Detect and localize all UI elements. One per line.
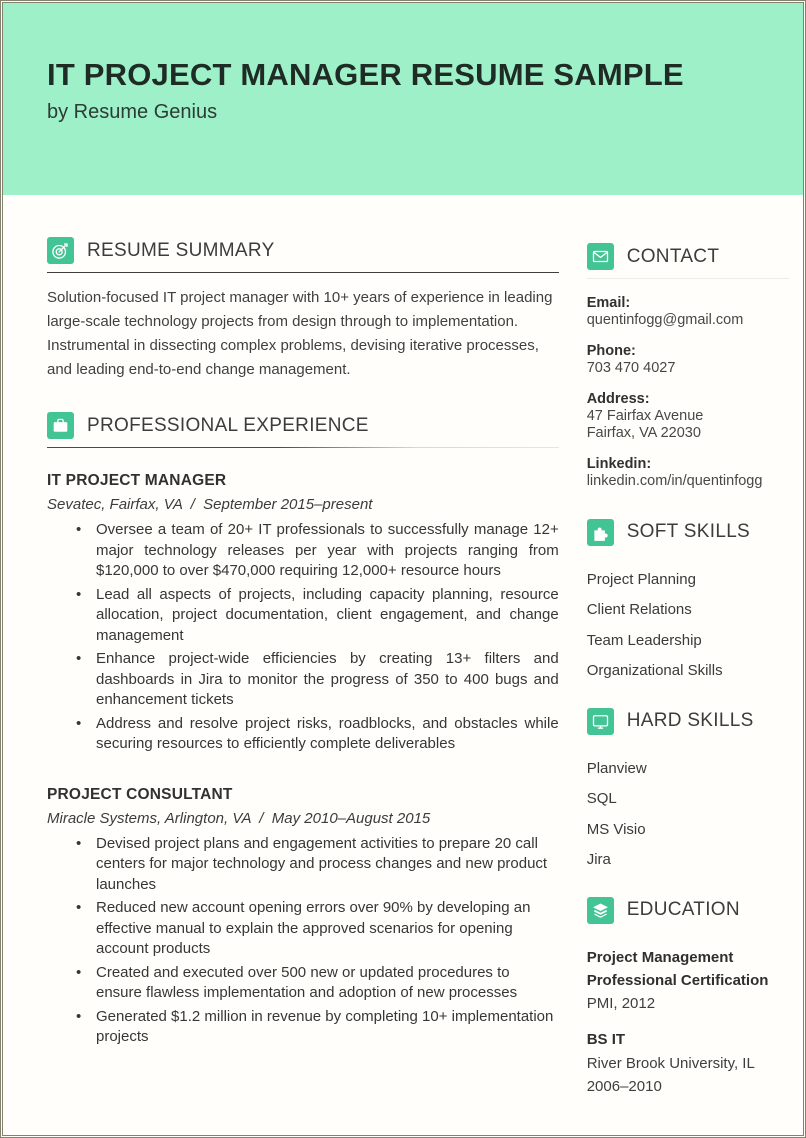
hard-skill-list	[587, 761, 789, 869]
job-bullet-list	[47, 834, 559, 1048]
education-detail: River Brook University, IL	[586, 1054, 755, 1072]
section-hard-skills	[587, 708, 789, 869]
contact-heading-row	[587, 243, 789, 270]
skill-item: Planview	[586, 759, 647, 777]
skill-item: SQL	[586, 790, 617, 808]
contact-address	[587, 391, 789, 443]
bullet-item: • Enhance project-wide efficiencies by creating 13+ filters and dashboards in Jira to monitor the progress of 350 to 400 bugs and enhancement tickets	[76, 649, 559, 711]
skill-item: Organizational Skills	[586, 662, 723, 680]
field-label: Address:	[586, 390, 650, 407]
graduation-cap-icon	[587, 897, 614, 924]
contact-linkedin	[587, 456, 789, 491]
field-value: 703 470 4027	[586, 360, 676, 377]
hard-skills-heading-row	[587, 708, 789, 735]
job-title: PROJECT CONSULTANT	[47, 785, 233, 803]
field-label: Phone:	[586, 342, 636, 359]
contact-fields	[587, 295, 789, 491]
skill-item: Team Leadership	[586, 631, 702, 649]
job-title: IT PROJECT MANAGER	[47, 472, 227, 489]
byline: by Resume Genius	[47, 100, 218, 123]
education-title: Project Management Professional Certification	[586, 948, 769, 989]
soft-skills-heading-row	[587, 519, 789, 546]
field-value: Fairfax, VA 22030	[586, 425, 701, 442]
section-heading: EDUCATION	[626, 899, 740, 921]
bullet-item: • Reduced new account opening errors over 90% by developing an effective manual to explain the approved scenarios for opening account products	[76, 898, 559, 960]
education-title: BS IT	[586, 1031, 626, 1049]
field-value: linkedin.com/in/quentinfogg	[586, 473, 763, 490]
page-title: IT PROJECT MANAGER RESUME SAMPLE	[47, 57, 684, 92]
section-heading: SOFT SKILLS	[626, 521, 751, 543]
heading-rule	[587, 278, 789, 279]
education-heading-row	[587, 897, 789, 924]
bullet-item: • Address and resolve project risks, roadblocks, and obstacles while securing resources to efficiently complete deliverables	[76, 714, 559, 755]
skill-item: Jira	[586, 851, 611, 869]
summary-text: Solution-focused IT project manager with 10+ years of experience in leading large-scale technology projects from design through to implementation. Instrumental in dissecting complex problems, devising iterative processes, and leading end-to-end change management.	[47, 289, 553, 378]
job-bullet-list	[47, 520, 559, 755]
field-label: Email:	[586, 295, 631, 311]
bullet-item: • Lead all aspects of projects, including capacity planning, resource allocation, project documentation, client engagement, and change management	[76, 585, 559, 647]
puzzle-icon	[587, 519, 614, 546]
job-entry	[47, 472, 559, 755]
resume-body	[3, 195, 803, 1111]
section-professional-experience	[47, 412, 559, 1048]
summary-heading-row	[47, 237, 559, 264]
section-contact	[587, 243, 789, 491]
experience-heading-row	[47, 412, 559, 439]
section-resume-summary	[47, 237, 559, 382]
target-icon	[47, 237, 74, 264]
soft-skill-list	[587, 572, 789, 680]
section-heading: HARD SKILLS	[626, 710, 754, 732]
section-soft-skills	[587, 519, 789, 680]
heading-rule	[47, 272, 559, 273]
sidebar-column	[587, 195, 789, 1111]
education-detail: 2006–2010	[586, 1077, 662, 1095]
monitor-icon	[587, 708, 614, 735]
job-meta: Miracle Systems, Arlington, VA / May 2010–August 2015	[47, 809, 431, 827]
bullet-item: • Oversee a team of 20+ IT professionals to successfully manage 12+ major technology releases per year with projects ranging from $120,000 to over $470,000 requiring 12,000+ resource hours	[76, 520, 559, 582]
page-header	[3, 3, 803, 195]
briefcase-icon	[47, 412, 74, 439]
bullet-item: • Created and executed over 500 new or updated procedures to ensure flawless implementation and adoption of new processes	[76, 963, 559, 1004]
bullet-item: • Generated $1.2 million in revenue by completing 10+ implementation projects	[76, 1007, 559, 1048]
contact-phone	[587, 343, 789, 378]
bullet-item: • Devised project plans and engagement activities to prepare 20 call centers for major technology and process changes and new product launches	[76, 834, 559, 896]
skill-item: MS Visio	[586, 820, 646, 838]
skill-item: Project Planning	[586, 570, 696, 588]
section-education	[587, 897, 789, 1099]
education-detail: PMI, 2012	[586, 995, 656, 1013]
field-value: quentinfogg@gmail.com	[586, 312, 744, 329]
heading-rule	[47, 447, 559, 448]
section-heading: PROFESSIONAL EXPERIENCE	[87, 414, 369, 436]
section-heading: RESUME SUMMARY	[87, 239, 275, 261]
field-label: Linkedin:	[586, 455, 652, 472]
education-entries	[587, 946, 789, 1099]
main-column	[47, 195, 559, 1111]
contact-email	[587, 295, 789, 330]
education-entry	[587, 946, 789, 1016]
envelope-icon	[587, 243, 614, 270]
education-entry	[587, 1028, 789, 1098]
section-heading: CONTACT	[626, 245, 720, 267]
job-entry	[47, 786, 559, 1048]
skill-item: Client Relations	[586, 601, 692, 619]
job-meta: Sevatec, Fairfax, VA / September 2015–present	[47, 496, 373, 513]
field-value: 47 Fairfax Avenue	[586, 407, 704, 424]
